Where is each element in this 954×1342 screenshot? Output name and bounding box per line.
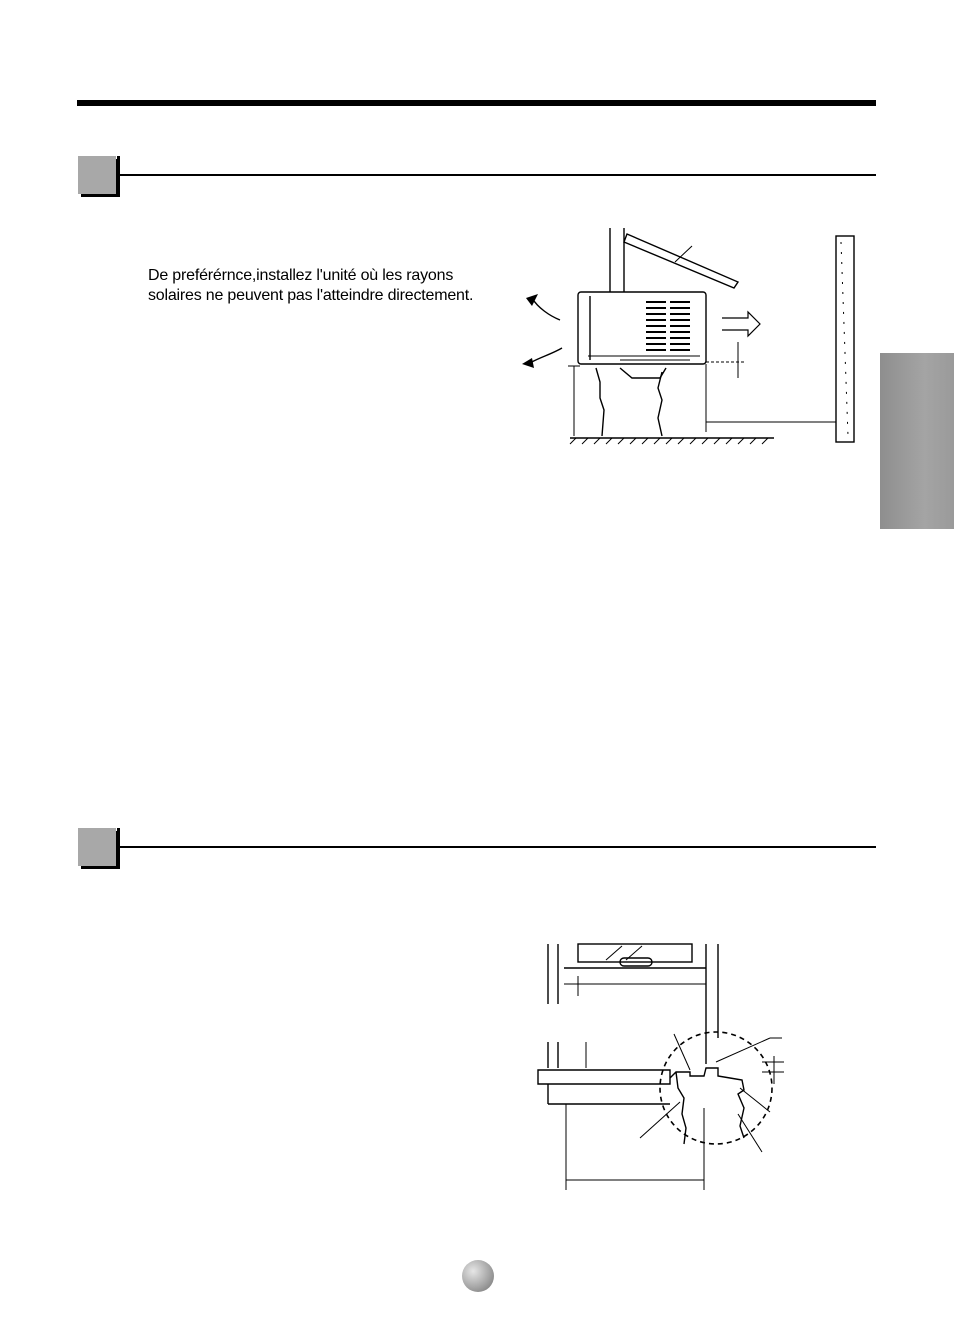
section-1-instruction: De preférérnce,installez l'unité où les rayons solaires ne peuvent pas l'atteindre directement. bbox=[148, 267, 474, 304]
section-1-rule bbox=[120, 174, 876, 176]
section-2-marker bbox=[78, 828, 116, 866]
unit-placement-diagram bbox=[510, 222, 870, 452]
page-number-badge bbox=[462, 1260, 494, 1292]
top-rule bbox=[77, 100, 876, 106]
window-installation-diagram bbox=[530, 938, 790, 1194]
section-1-marker bbox=[78, 156, 116, 194]
section-2-rule bbox=[120, 846, 876, 848]
section-1-marker-edge bbox=[117, 156, 120, 197]
side-language-tab bbox=[880, 353, 954, 529]
section-2-marker-edge bbox=[117, 828, 120, 869]
